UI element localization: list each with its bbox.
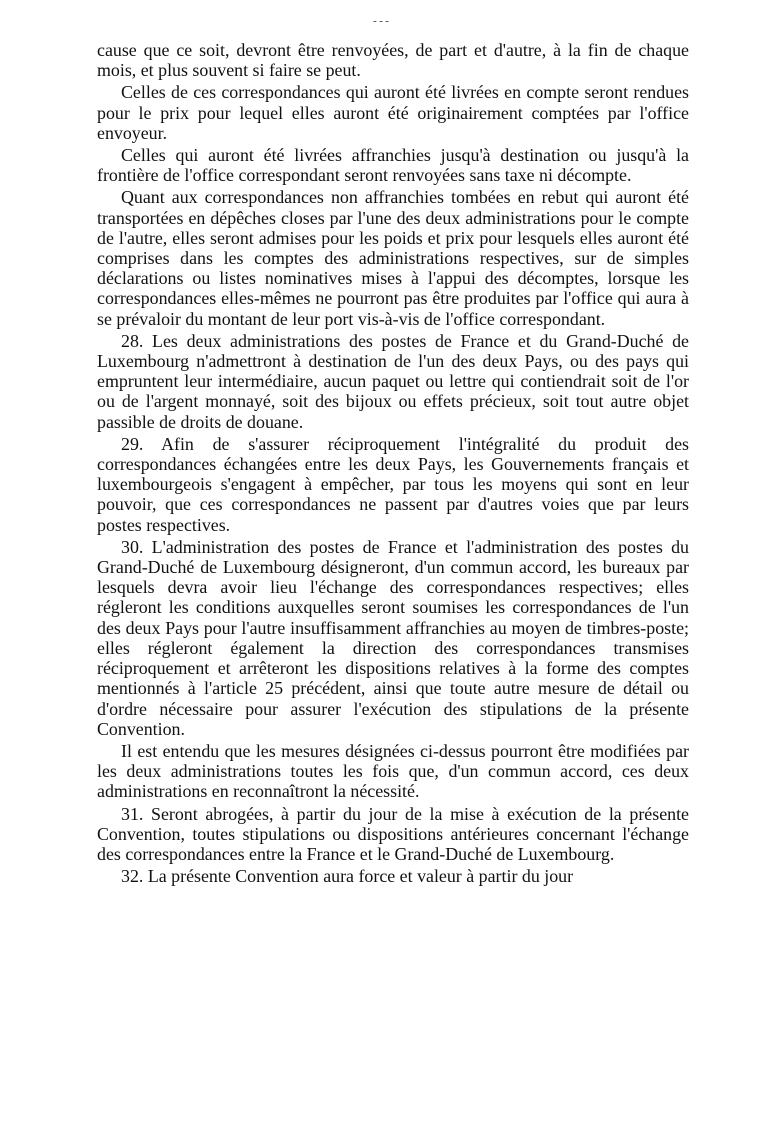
paragraph-continuation: cause que ce soit, devront être renvoyées, de part et d'autre, à la fin de chaque mois, et plus souvent si faire se peut.	[97, 40, 689, 81]
article-31: 31. Seront abrogées, à partir du jour de la mise à exécution de la présente Convention, toutes stipulations ou dispositions antérieures concernant l'échange des correspondances entre la France et le Grand-Duché de Luxembourg.	[97, 803, 689, 864]
page-header-mark: ---	[372, 14, 392, 28]
article-29: 29. Afin de s'assurer réciproquement l'intégralité du produit des correspondances échangées entre les deux Pays, les Gouvernements français et luxembourgeois s'engagent à empêcher, par tous les moyens qui sont en leur pouvoir, que ces correspondances ne passent par d'autres voies que par leurs postes respectives.	[97, 433, 689, 535]
body-text	[97, 40, 689, 888]
article-28: 28. Les deux administrations des postes de France et du Grand-Duché de Luxembourg n'admettront à destination de l'un des deux Pays, ou des pays qui empruntent leur intermédiaire, aucun paquet ou lettre qui contiendrait soit de l'or ou de l'argent monnayé, soit des bijoux ou effets précieux, soit tout autre objet passible de droits de douane.	[97, 330, 689, 432]
paragraph-prepaid-returned: Celles qui auront été livrées affranchies jusqu'à destination ou jusqu'à la frontière de l'office correspondant seront renvoyées sans taxe ni décompte.	[97, 145, 689, 186]
article-30-addendum: Il est entendu que les mesures désignées ci-dessus pourront être modifiées par les deux administrations toutes les fois que, d'un commun accord, ces deux administrations en reconnaîtront la nécessité.	[97, 740, 689, 802]
article-32: 32. La présente Convention aura force et valeur à partir du jour	[121, 866, 574, 887]
article-30: 30. L'administration des postes de France et l'administration des postes du Grand-Duché de Luxembourg désigneront, d'un commun accord, les bureaux par lesquels devra avoir lieu l'échange des correspondances respectives; elles régleront les conditions auxquelles seront soumises les correspondances de l'un des deux Pays pour l'autre insuffisamment affranchies au moyen de timbres-poste; elles régleront également la direction des correspondances transmises réciproquement et arrêteront les dispositions relatives à la forme des comptes mentionnés à l'article 25 précédent, ainsi que toute autre mesure de détail ou d'ordre nécessaire pour assurer l'exécution des stipulations de la présente Convention.	[97, 536, 689, 739]
paragraph-returned-at-account-price: Celles de ces correspondances qui auront été livrées en compte seront rendues pour le prix pour lequel elles auront été originairement comptées par l'office envoyeur.	[97, 82, 689, 143]
paragraph-unpaid-dead-letters: Quant aux correspondances non affranchies tombées en rebut qui auront été transportées en dépêches closes par l'une des deux administrations pour le compte de l'autre, elles seront admises pour les poids et prix pour lesquels elles auront été comprises dans les comptes des administrations respectives, sur de simples déclarations ou listes nominatives mises à l'appui des décomptes, lorsque les correspondances elles-mêmes ne pourront pas être produites par l'office qui aura à se prévaloir du montant de leur port vis-à-vis de l'office correspondant.	[97, 187, 689, 329]
